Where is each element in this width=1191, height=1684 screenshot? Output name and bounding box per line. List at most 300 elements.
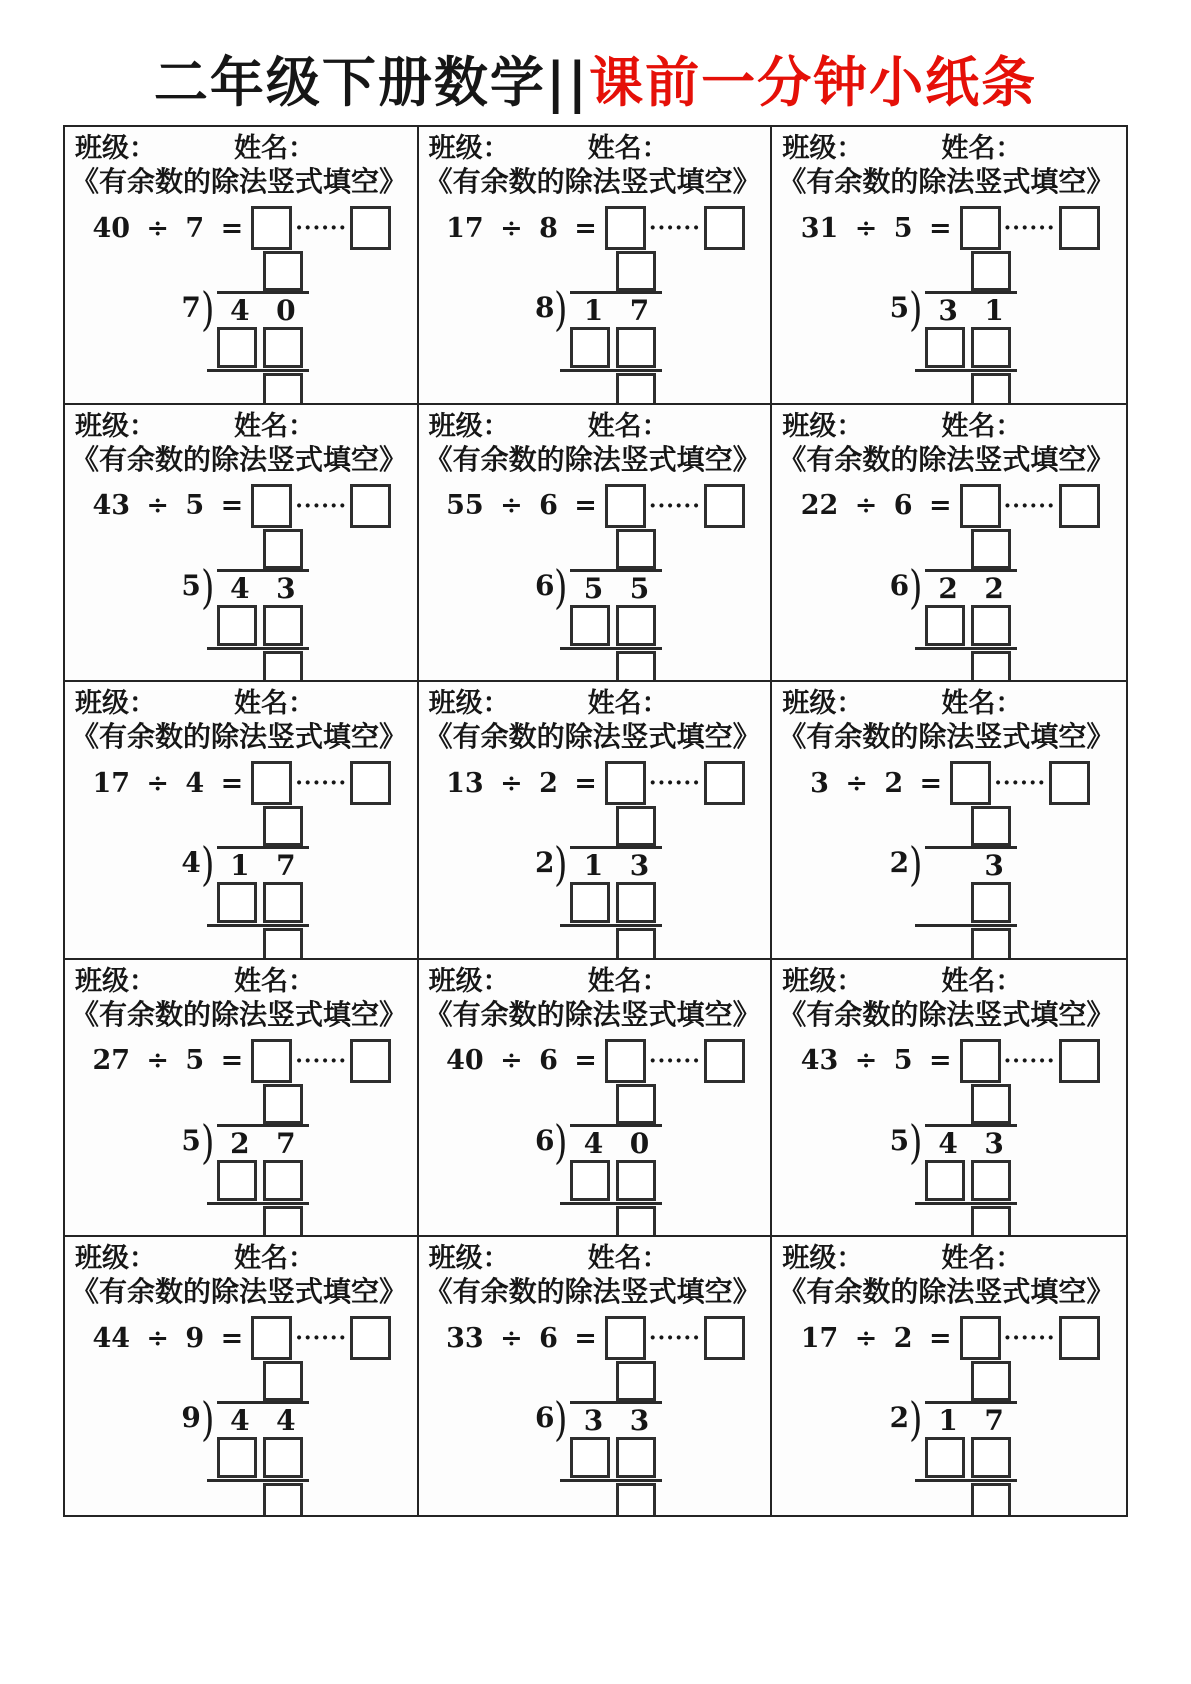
remainder-box xyxy=(616,373,656,405)
division-bracket-row xyxy=(528,282,662,336)
name-label: 姓名： xyxy=(587,965,669,997)
class-label: 班级： xyxy=(75,1243,156,1275)
product-ones-box xyxy=(263,1437,303,1478)
name-label: 姓名： xyxy=(587,1243,669,1275)
remainder-ellipsis: ······ xyxy=(295,770,348,797)
dividend-digits xyxy=(925,1124,1017,1160)
remainder-ellipsis: ······ xyxy=(295,215,348,241)
class-label: 班级： xyxy=(782,1243,864,1275)
quotient-row xyxy=(883,251,1017,291)
remainder-box xyxy=(971,928,1011,960)
long-division-figure xyxy=(175,1084,309,1238)
division-bracket-row xyxy=(883,282,1017,336)
class-label: 班级： xyxy=(782,133,864,164)
remainder-answer-box xyxy=(350,206,391,250)
quotient-row xyxy=(175,251,309,291)
quotient-answer-box xyxy=(251,1316,292,1360)
divisor-digit: 5 xyxy=(889,1123,910,1157)
name-label: 姓名： xyxy=(587,688,669,720)
dividend-ones-digit: 3 xyxy=(984,849,1004,883)
quotient-box xyxy=(616,806,656,846)
dividend-ones-digit: 3 xyxy=(276,571,296,605)
worksheet-cell xyxy=(419,127,773,405)
subtraction-line xyxy=(207,1479,309,1482)
equation-expression: 17 ÷ 8 = xyxy=(446,212,597,244)
remainder-answer-box xyxy=(704,761,745,805)
name-label: 姓名： xyxy=(234,965,315,997)
class-label: 班级： xyxy=(428,133,510,164)
subtraction-line xyxy=(915,1202,1017,1205)
remainder-row xyxy=(528,928,662,960)
class-label: 班级： xyxy=(428,410,510,442)
worksheet-cell xyxy=(772,405,1126,683)
equation-row xyxy=(75,1038,409,1084)
product-ones-box xyxy=(971,327,1011,368)
remainder-answer-box xyxy=(350,761,391,805)
remainder-ellipsis: ······ xyxy=(648,492,701,519)
quotient-row xyxy=(883,1361,1017,1401)
subtraction-line xyxy=(915,924,1017,927)
product-row xyxy=(175,605,309,646)
subtraction-line xyxy=(207,647,309,650)
divisor-digit: 6 xyxy=(889,568,910,602)
name-label: 姓名： xyxy=(941,133,1023,164)
product-tens-box xyxy=(217,1160,257,1201)
long-division-figure xyxy=(528,529,662,683)
product-tens-box xyxy=(570,1437,610,1478)
quotient-row xyxy=(528,806,662,846)
long-division-figure xyxy=(883,1361,1017,1515)
divisor-digit: 7 xyxy=(181,291,201,324)
quotient-box xyxy=(971,1361,1011,1401)
product-row xyxy=(175,327,309,368)
remainder-row xyxy=(528,1483,662,1515)
worksheet-cell xyxy=(65,960,419,1238)
dividend-tens-digit: 1 xyxy=(230,849,250,883)
worksheet-cell xyxy=(65,682,419,960)
remainder-ellipsis: ······ xyxy=(295,1047,348,1074)
quotient-row xyxy=(528,529,662,569)
name-label: 姓名： xyxy=(587,410,669,442)
remainder-answer-box xyxy=(350,1316,391,1360)
worksheet-cell xyxy=(65,127,419,405)
dividend-ones-digit: 7 xyxy=(276,1126,296,1160)
subtraction-line xyxy=(560,1479,662,1482)
remainder-row xyxy=(528,373,662,405)
remainder-box xyxy=(263,373,303,405)
name-label: 姓名： xyxy=(587,133,669,164)
divisor-digit: 9 xyxy=(181,1401,201,1435)
class-label: 班级： xyxy=(782,688,864,720)
division-bracket-row xyxy=(883,1392,1017,1447)
quotient-answer-box xyxy=(251,761,292,805)
worksheet-cell xyxy=(772,127,1126,405)
quotient-answer-box xyxy=(605,206,646,250)
quotient-answer-box xyxy=(960,206,1001,250)
product-tens-box xyxy=(925,327,965,368)
dividend-ones-digit: 7 xyxy=(629,294,650,327)
dividend-digits xyxy=(570,1401,662,1437)
division-bracket-icon: ) xyxy=(909,837,923,892)
remainder-ellipsis: ······ xyxy=(1003,1047,1056,1074)
equation-expression: 27 ÷ 5 = xyxy=(92,1045,244,1077)
remainder-ellipsis: ······ xyxy=(994,770,1047,797)
division-bracket-icon: ) xyxy=(200,1114,215,1169)
dividend-digits xyxy=(925,846,1017,882)
quotient-box xyxy=(971,806,1011,846)
equation-row xyxy=(782,1038,1118,1084)
remainder-answer-box xyxy=(1049,761,1090,805)
product-ones-box xyxy=(616,605,656,646)
cell-header xyxy=(782,689,1118,719)
product-tens-box xyxy=(925,1160,965,1201)
dividend-tens-digit: 1 xyxy=(583,849,604,883)
dividend-digits xyxy=(570,569,662,605)
quotient-box xyxy=(616,529,656,569)
equation-row xyxy=(75,205,409,251)
division-bracket-icon: ) xyxy=(554,1392,568,1447)
worksheet-cell xyxy=(419,1237,773,1515)
worksheet-subtitle: 《有余数的除法竖式填空》 xyxy=(424,720,761,754)
worksheet-cell xyxy=(65,1237,419,1515)
divisor-digit: 6 xyxy=(535,1401,555,1435)
product-ones-box xyxy=(263,1160,303,1201)
cell-header xyxy=(782,1244,1118,1274)
name-label: 姓名： xyxy=(234,1243,315,1275)
class-label: 班级： xyxy=(75,688,156,720)
remainder-ellipsis: ······ xyxy=(295,1325,348,1352)
division-bracket-row xyxy=(175,1114,309,1169)
division-bracket-icon: ) xyxy=(554,559,568,614)
remainder-row xyxy=(883,1206,1017,1238)
product-ones-box xyxy=(616,327,656,368)
remainder-answer-box xyxy=(1059,1039,1100,1083)
division-bracket-icon: ) xyxy=(909,559,923,614)
remainder-box xyxy=(263,651,303,683)
remainder-ellipsis: ······ xyxy=(648,215,701,241)
page-title-red: 课前一分钟小纸条 xyxy=(589,50,1038,114)
remainder-box xyxy=(616,1483,656,1515)
name-label: 姓名： xyxy=(234,133,315,164)
quotient-box xyxy=(263,529,303,569)
remainder-row xyxy=(883,373,1017,405)
product-ones-box xyxy=(263,327,303,368)
equation-expression: 17 ÷ 2 = xyxy=(800,1322,952,1354)
dividend-ones-digit: 4 xyxy=(276,1404,296,1438)
division-bracket-row xyxy=(528,1392,662,1447)
product-row xyxy=(528,882,662,923)
equation-row xyxy=(429,205,763,251)
equation-row xyxy=(75,1315,409,1361)
division-bracket-row xyxy=(883,1114,1017,1169)
division-bracket-icon: ) xyxy=(200,1392,215,1447)
remainder-row xyxy=(175,651,309,683)
product-row xyxy=(528,605,662,646)
cell-header xyxy=(75,134,409,164)
division-bracket-icon: ) xyxy=(909,282,923,336)
division-bracket-icon: ) xyxy=(200,837,215,892)
dividend-ones-digit: 7 xyxy=(984,1404,1004,1438)
quotient-box xyxy=(616,1361,656,1401)
remainder-row xyxy=(528,1206,662,1238)
remainder-answer-box xyxy=(704,484,745,528)
cell-header xyxy=(782,134,1118,164)
divisor-digit: 6 xyxy=(535,568,555,602)
worksheet-subtitle: 《有余数的除法竖式填空》 xyxy=(71,165,408,198)
quotient-box xyxy=(616,1084,656,1124)
class-label: 班级： xyxy=(75,965,156,997)
divisor-digit: 2 xyxy=(889,846,910,880)
dividend-ones-digit: 2 xyxy=(984,571,1004,605)
product-row xyxy=(883,1437,1017,1478)
dividend-tens-digit: 3 xyxy=(938,294,958,327)
worksheet-subtitle: 《有余数的除法竖式填空》 xyxy=(71,720,408,754)
product-row xyxy=(528,327,662,368)
product-ones-box xyxy=(971,605,1011,646)
division-bracket-icon: ) xyxy=(554,1114,568,1169)
remainder-answer-box xyxy=(1059,484,1100,528)
remainder-ellipsis: ······ xyxy=(1003,1325,1056,1352)
divisor-digit: 2 xyxy=(535,846,555,880)
class-label: 班级： xyxy=(428,965,510,997)
worksheet-subtitle: 《有余数的除法竖式填空》 xyxy=(778,997,1115,1031)
quotient-answer-box xyxy=(605,484,646,528)
long-division-figure xyxy=(528,1361,662,1515)
dividend-tens-digit: 4 xyxy=(583,1126,604,1160)
long-division-figure xyxy=(883,1084,1017,1238)
worksheet-grid xyxy=(63,125,1128,1517)
equation-row xyxy=(75,483,409,529)
equation-row xyxy=(782,1315,1118,1361)
worksheet-subtitle: 《有余数的除法竖式填空》 xyxy=(778,165,1115,198)
worksheet-cell xyxy=(65,405,419,683)
product-ones-box xyxy=(263,882,303,923)
subtraction-line xyxy=(915,1479,1017,1482)
name-label: 姓名： xyxy=(941,965,1023,997)
name-label: 姓名： xyxy=(941,1243,1023,1275)
product-row xyxy=(175,882,309,923)
remainder-row xyxy=(528,651,662,683)
divisor-digit: 8 xyxy=(535,291,555,324)
product-ones-box xyxy=(971,1160,1011,1201)
remainder-row xyxy=(175,1483,309,1515)
equation-row xyxy=(429,483,763,529)
dividend-ones-digit: 0 xyxy=(629,1126,650,1160)
cell-header xyxy=(782,967,1118,997)
product-row xyxy=(528,1160,662,1201)
divisor-digit: 4 xyxy=(181,846,201,880)
product-ones-box xyxy=(616,1437,656,1478)
remainder-answer-box xyxy=(704,206,745,250)
product-row xyxy=(883,605,1017,646)
cell-header xyxy=(75,412,409,442)
subtraction-line xyxy=(560,924,662,927)
long-division-figure xyxy=(528,1084,662,1238)
remainder-answer-box xyxy=(350,484,391,528)
equation-expression: 43 ÷ 5 = xyxy=(92,490,244,522)
equation-expression: 40 ÷ 7 = xyxy=(92,212,244,244)
worksheet-subtitle: 《有余数的除法竖式填空》 xyxy=(71,997,408,1031)
long-division-figure xyxy=(175,806,309,960)
dividend-ones-digit: 3 xyxy=(629,1404,650,1438)
remainder-row xyxy=(175,928,309,960)
subtraction-line xyxy=(207,369,309,372)
dividend-ones-digit: 0 xyxy=(276,294,296,327)
subtraction-line xyxy=(915,369,1017,372)
cell-header xyxy=(429,412,763,442)
product-tens-box xyxy=(570,327,610,368)
division-bracket-row xyxy=(528,559,662,614)
quotient-row xyxy=(175,1084,309,1124)
quotient-row xyxy=(175,529,309,569)
dividend-tens-digit: 4 xyxy=(230,294,250,327)
remainder-box xyxy=(616,1206,656,1238)
cell-header xyxy=(75,967,409,997)
remainder-box xyxy=(263,1483,303,1515)
dividend-tens-digit: 1 xyxy=(938,1404,958,1438)
product-tens-box xyxy=(925,605,965,646)
class-label: 班级： xyxy=(782,965,864,997)
dividend-tens-digit xyxy=(925,849,971,882)
remainder-ellipsis: ······ xyxy=(295,492,348,519)
remainder-answer-box xyxy=(704,1039,745,1083)
dividend-ones-digit: 3 xyxy=(984,1126,1004,1160)
cell-header xyxy=(429,689,763,719)
subtraction-line xyxy=(560,1202,662,1205)
product-row xyxy=(175,1160,309,1201)
product-ones-box xyxy=(263,605,303,646)
quotient-answer-box xyxy=(605,1039,646,1083)
quotient-box xyxy=(263,806,303,846)
worksheet-cell xyxy=(419,682,773,960)
quotient-box xyxy=(263,251,303,291)
division-bracket-icon: ) xyxy=(909,1392,923,1447)
class-label: 班级： xyxy=(75,133,156,164)
division-bracket-icon: ) xyxy=(200,282,215,336)
dividend-digits xyxy=(925,569,1017,605)
subtraction-line xyxy=(207,924,309,927)
worksheet-cell xyxy=(419,405,773,683)
quotient-answer-box xyxy=(960,1039,1001,1083)
remainder-ellipsis: ······ xyxy=(1003,492,1056,519)
quotient-row xyxy=(175,1361,309,1401)
quotient-answer-box xyxy=(960,1316,1001,1360)
divisor-digit: 6 xyxy=(535,1123,555,1157)
long-division-figure xyxy=(883,806,1017,960)
equation-expression: 40 ÷ 6 = xyxy=(446,1045,597,1077)
product-tens-box xyxy=(217,882,257,923)
product-tens-box xyxy=(570,605,610,646)
worksheet-subtitle: 《有余数的除法竖式填空》 xyxy=(778,1275,1115,1309)
remainder-box xyxy=(616,651,656,683)
remainder-answer-box xyxy=(350,1039,391,1083)
worksheet-cell xyxy=(772,960,1126,1238)
quotient-answer-box xyxy=(950,761,991,805)
worksheet-subtitle: 《有余数的除法竖式填空》 xyxy=(71,1275,408,1309)
division-bracket-row xyxy=(175,559,309,614)
divisor-digit: 5 xyxy=(889,291,910,324)
quotient-answer-box xyxy=(960,484,1001,528)
product-ones-box xyxy=(616,1160,656,1201)
division-bracket-row xyxy=(883,559,1017,614)
remainder-answer-box xyxy=(704,1316,745,1360)
equation-row xyxy=(782,760,1118,806)
long-division-figure xyxy=(528,806,662,960)
quotient-answer-box xyxy=(605,1316,646,1360)
remainder-ellipsis: ······ xyxy=(1003,215,1056,241)
page-title xyxy=(0,40,1191,117)
worksheet-cell xyxy=(772,1237,1126,1515)
equation-expression: 44 ÷ 9 = xyxy=(92,1322,244,1354)
dividend-digits xyxy=(217,846,309,882)
dividend-ones-digit: 3 xyxy=(629,849,650,883)
cell-header xyxy=(782,412,1118,442)
product-tens-box xyxy=(217,605,257,646)
quotient-box xyxy=(263,1361,303,1401)
quotient-answer-box xyxy=(251,1039,292,1083)
long-division-figure xyxy=(528,251,662,405)
remainder-ellipsis: ······ xyxy=(648,770,701,797)
cell-header xyxy=(75,1244,409,1274)
long-division-figure xyxy=(175,1361,309,1515)
quotient-row xyxy=(175,806,309,846)
worksheet-cell xyxy=(419,960,773,1238)
dividend-digits xyxy=(217,569,309,605)
class-label: 班级： xyxy=(428,1243,510,1275)
dividend-tens-digit: 2 xyxy=(230,1126,250,1160)
divisor-digit: 5 xyxy=(181,568,201,602)
equation-expression: 55 ÷ 6 = xyxy=(446,490,597,522)
divisor-digit: 5 xyxy=(181,1123,201,1157)
quotient-row xyxy=(883,806,1017,846)
equation-expression: 22 ÷ 6 = xyxy=(800,490,952,522)
dividend-tens-digit: 4 xyxy=(230,571,250,605)
equation-row xyxy=(782,483,1118,529)
division-bracket-icon: ) xyxy=(200,559,215,614)
quotient-box xyxy=(971,251,1011,291)
division-bracket-row xyxy=(528,837,662,892)
long-division-figure xyxy=(175,529,309,683)
name-label: 姓名： xyxy=(941,688,1023,720)
quotient-row xyxy=(883,1084,1017,1124)
remainder-ellipsis: ······ xyxy=(648,1047,701,1074)
remainder-ellipsis: ······ xyxy=(648,1325,701,1352)
division-bracket-icon: ) xyxy=(554,837,568,892)
worksheet-subtitle: 《有余数的除法竖式填空》 xyxy=(424,997,761,1031)
name-label: 姓名： xyxy=(234,688,315,720)
dividend-digits xyxy=(570,291,662,327)
product-ones-box xyxy=(616,882,656,923)
remainder-box xyxy=(971,651,1011,683)
worksheet-subtitle: 《有余数的除法竖式填空》 xyxy=(424,1275,761,1309)
remainder-row xyxy=(883,1483,1017,1515)
division-bracket-row xyxy=(175,1392,309,1447)
quotient-answer-box xyxy=(251,206,292,250)
product-tens-box xyxy=(217,327,257,368)
equation-row xyxy=(429,1038,763,1084)
quotient-box xyxy=(263,1084,303,1124)
division-bracket-icon: ) xyxy=(554,282,568,336)
name-label: 姓名： xyxy=(234,410,315,442)
product-tens-box xyxy=(217,1437,257,1478)
dividend-tens-digit: 4 xyxy=(938,1126,958,1160)
equation-row xyxy=(75,760,409,806)
cell-header xyxy=(429,134,763,164)
subtraction-line xyxy=(207,1202,309,1205)
product-tens-box xyxy=(570,882,610,923)
quotient-row xyxy=(528,251,662,291)
remainder-box xyxy=(616,928,656,960)
